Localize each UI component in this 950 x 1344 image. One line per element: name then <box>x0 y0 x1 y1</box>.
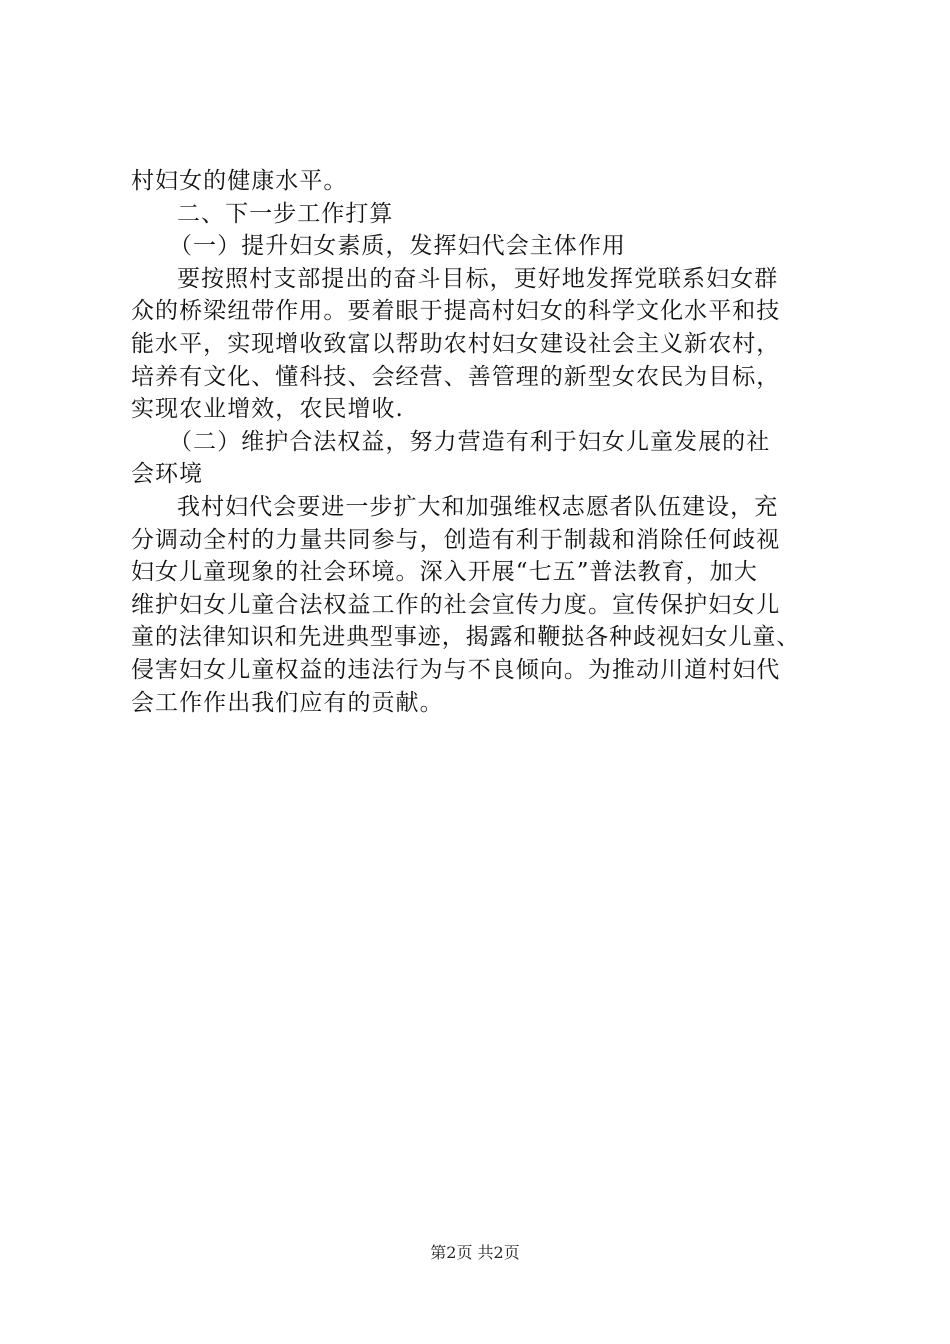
paragraph-line: 实现农业增效，农民增收. <box>131 396 404 423</box>
paragraph-line: 我村妇代会要进一步扩大和加强维权志愿者队伍建设，充 <box>177 493 779 520</box>
paragraph-line: 培养有文化、懂科技、会经营、善管理的新型女农民为目标， <box>131 363 781 390</box>
section-heading: 二、下一步工作打算 <box>177 200 394 227</box>
paragraph-line: 侵害妇女儿童权益的违法行为与不良倾向。为推动川道村妇代 <box>131 656 781 683</box>
paragraph-line: 村妇女的健康水平。 <box>131 168 348 194</box>
document-body <box>131 165 831 719</box>
paragraph-line: 会工作作出我们应有的贡献。 <box>131 689 444 716</box>
paragraph-line: 分调动全村的力量共同参与，创造有利于制裁和消除任何歧视 <box>131 526 781 553</box>
paragraph-line: 童的法律知识和先进典型事迹，揭露和鞭挞各种歧视妇女儿童、 <box>131 624 801 651</box>
paragraph-line: 妇女儿童现象的社会环境。深入开展“七五”普法教育，加大 <box>131 559 758 586</box>
paragraph-line: 要按照村支部提出的奋斗目标，更好地发挥党联系妇女群 <box>177 265 779 292</box>
paragraph-line: 能水平，实现增收致富以帮助农村妇女建设社会主义新农村， <box>131 330 781 357</box>
subsection-heading: （一）提升妇女素质，发挥妇代会主体作用 <box>169 233 626 260</box>
paragraph-line: 维护妇女儿童合法权益工作的社会宣传力度。宣传保护妇女儿 <box>131 591 781 618</box>
page-footer <box>0 1242 950 1264</box>
subsection-heading-continued: 会环境 <box>131 461 204 488</box>
paragraph-line: 众的桥梁纽带作用。要着眼于提高村妇女的科学文化水平和技 <box>131 298 781 325</box>
subsection-heading: （二）维护合法权益，努力营造有利于妇女儿童发展的社 <box>169 428 771 455</box>
page-number: 第2页 共2页 <box>430 1243 520 1262</box>
